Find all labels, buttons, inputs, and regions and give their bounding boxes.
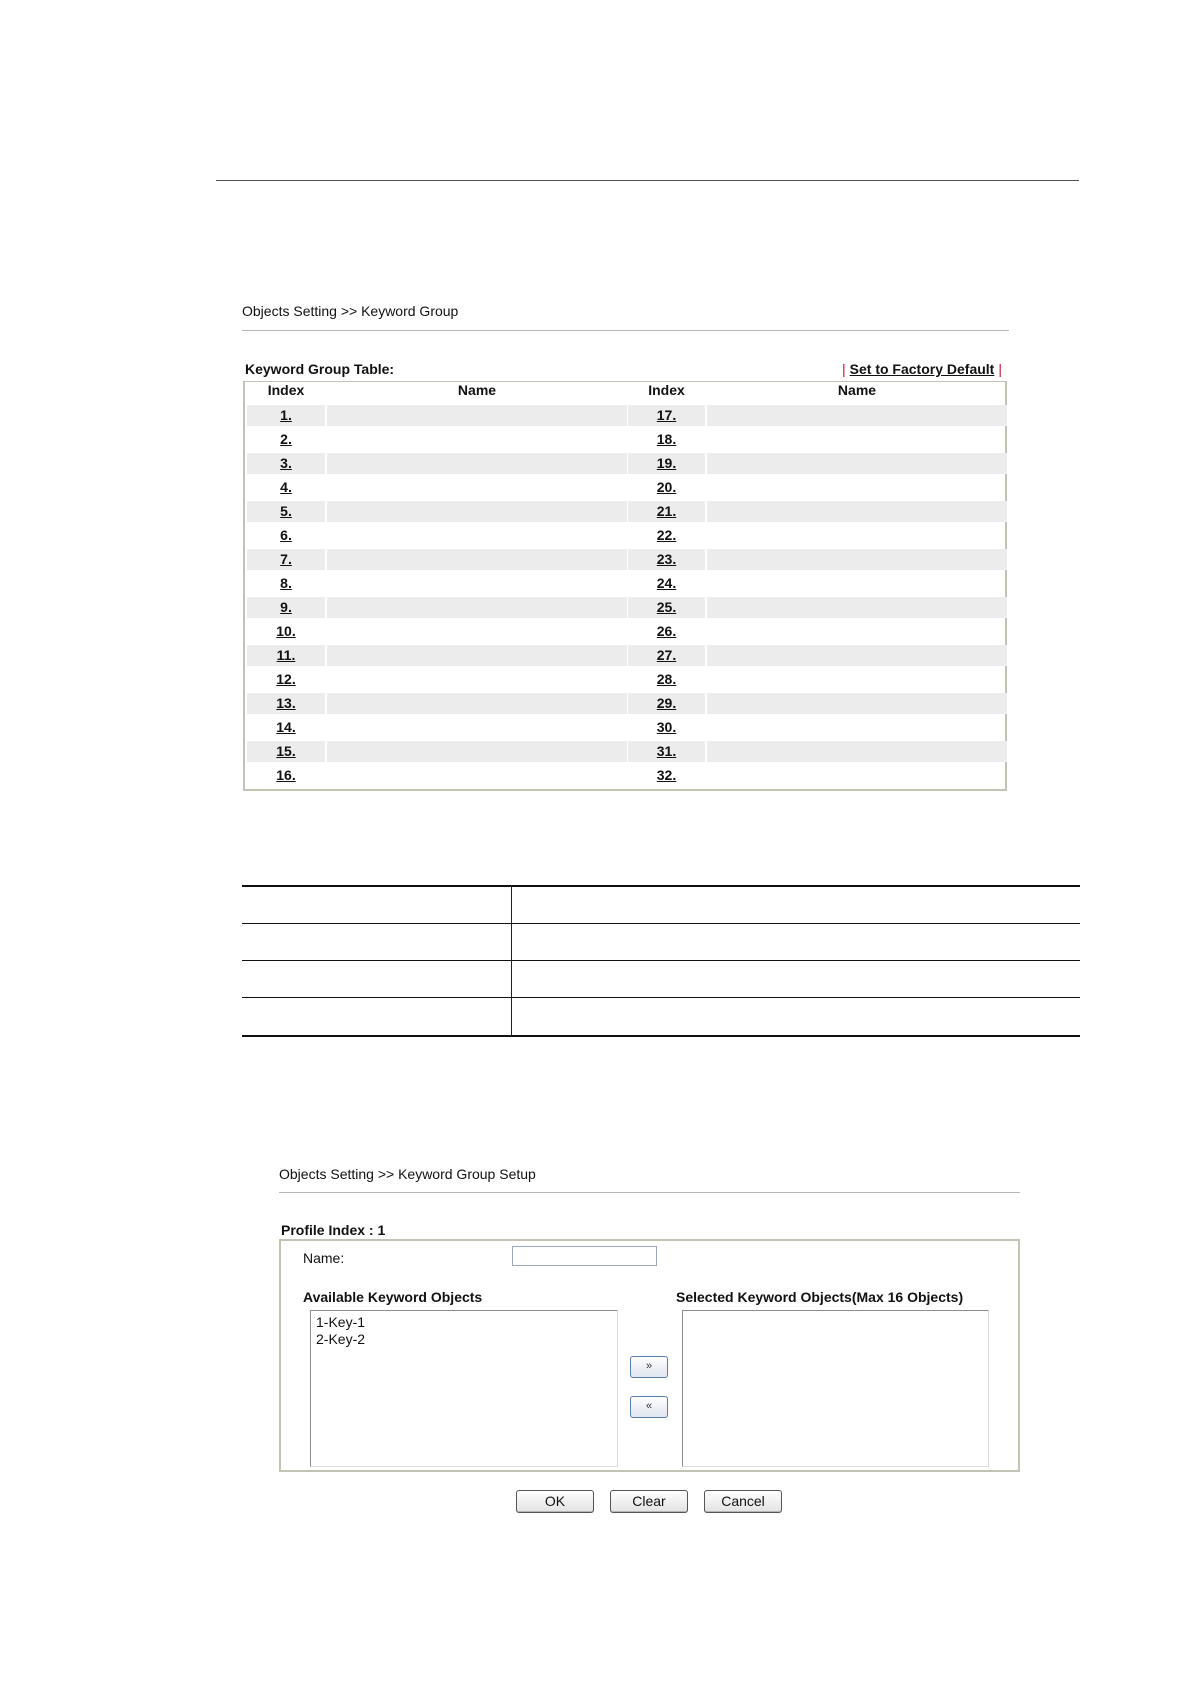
index-cell: [247, 597, 325, 618]
table-row: [247, 548, 1007, 570]
clear-button[interactable]: Clear: [610, 1490, 688, 1513]
name-cell: [327, 453, 627, 474]
name-cell: [707, 453, 1007, 474]
name-cell: [327, 477, 627, 498]
name-cell: [327, 429, 627, 450]
index-cell: [247, 669, 325, 690]
keyword-group-breadcrumb: Objects Setting >> Keyword Group: [242, 303, 459, 319]
index-link[interactable]: 21.: [656, 503, 677, 519]
index-link[interactable]: 20.: [656, 479, 677, 495]
name-cell: [327, 645, 627, 666]
table-row: [247, 500, 1007, 522]
list-item[interactable]: 2-Key-2: [316, 1331, 366, 1347]
table-row: [247, 452, 1007, 474]
selected-keyword-objects-label: Selected Keyword Objects(Max 16 Objects): [676, 1289, 964, 1305]
list-item[interactable]: 1-Key-1: [316, 1314, 366, 1330]
name-cell: [327, 765, 627, 786]
breadcrumb-divider: [279, 1192, 1020, 1193]
index-link[interactable]: 7.: [280, 551, 292, 567]
name-cell: [327, 717, 627, 738]
index-cell: [247, 453, 325, 474]
table-row: [247, 476, 1007, 498]
index-cell: [628, 405, 705, 426]
index-cell: [628, 621, 705, 642]
table-row: [247, 764, 1007, 786]
index-link[interactable]: 25.: [656, 599, 677, 615]
table-row-divider: [242, 960, 1080, 961]
index-link[interactable]: 8.: [280, 575, 292, 591]
index-cell: [628, 693, 705, 714]
index-link[interactable]: 18.: [656, 431, 677, 447]
index-link[interactable]: 24.: [656, 575, 677, 591]
index-cell: [628, 429, 705, 450]
profile-index-label: Profile Index : 1: [281, 1222, 386, 1238]
index-link[interactable]: 32.: [656, 767, 677, 783]
index-link[interactable]: 1.: [280, 407, 292, 423]
breadcrumb-divider: [242, 330, 1009, 331]
name-cell: [327, 597, 627, 618]
table-row: [247, 716, 1007, 738]
index-cell: [628, 453, 705, 474]
index-link[interactable]: 6.: [280, 527, 292, 543]
index-link[interactable]: 19.: [656, 455, 677, 471]
index-link[interactable]: 10.: [276, 623, 296, 639]
index-link[interactable]: 30.: [656, 719, 677, 735]
name-cell: [707, 573, 1007, 594]
page-top-rule: [216, 180, 1079, 181]
name-cell: [707, 597, 1007, 618]
index-cell: [247, 501, 325, 522]
index-link[interactable]: 15.: [276, 743, 296, 759]
name-cell: [327, 693, 627, 714]
available-keyword-objects-label: Available Keyword Objects: [303, 1289, 483, 1305]
table-row: [247, 644, 1007, 666]
index-link[interactable]: 28.: [656, 671, 677, 687]
index-cell: [247, 477, 325, 498]
index-cell: [628, 573, 705, 594]
factory-default-area: [838, 361, 1006, 377]
set-to-factory-default-link[interactable]: Set to Factory Default: [849, 361, 995, 377]
column-header-name-right: Name: [837, 382, 877, 398]
name-cell: [707, 693, 1007, 714]
index-link[interactable]: 13.: [276, 695, 296, 711]
index-cell: [247, 765, 325, 786]
table-row: [247, 404, 1007, 426]
table-bottom-border: [242, 1035, 1080, 1037]
keyword-group-table: [243, 381, 1007, 791]
index-cell: [247, 549, 325, 570]
index-link[interactable]: 29.: [656, 695, 677, 711]
index-link[interactable]: 12.: [276, 671, 296, 687]
index-cell: [628, 765, 705, 786]
index-cell: [247, 693, 325, 714]
column-header-name-left: Name: [457, 382, 497, 398]
name-cell: [707, 477, 1007, 498]
index-link[interactable]: 26.: [656, 623, 677, 639]
column-header-index-right: Index: [648, 382, 685, 398]
index-cell: [247, 405, 325, 426]
description-table: [242, 885, 1080, 1037]
index-cell: [628, 717, 705, 738]
name-cell: [707, 429, 1007, 450]
name-cell: [707, 621, 1007, 642]
cancel-button[interactable]: Cancel: [704, 1490, 782, 1513]
table-top-border: [242, 885, 1080, 887]
index-cell: [628, 549, 705, 570]
table-row: [247, 524, 1007, 546]
ok-button[interactable]: OK: [516, 1490, 594, 1513]
name-cell: [327, 573, 627, 594]
index-link[interactable]: 17.: [656, 407, 677, 423]
name-cell: [707, 501, 1007, 522]
table-row: [247, 692, 1007, 714]
index-link[interactable]: 22.: [656, 527, 677, 543]
index-cell: [247, 525, 325, 546]
index-link[interactable]: 2.: [280, 431, 292, 447]
name-cell: [707, 405, 1007, 426]
index-link[interactable]: 14.: [276, 719, 296, 735]
add-to-selected-button[interactable]: »: [630, 1356, 668, 1378]
index-cell: [247, 717, 325, 738]
index-cell: [247, 429, 325, 450]
name-cell: [707, 669, 1007, 690]
index-link[interactable]: 23.: [656, 551, 677, 567]
available-keyword-objects-list[interactable]: [310, 1310, 618, 1467]
index-link[interactable]: 5.: [280, 503, 292, 519]
selected-keyword-objects-list[interactable]: [682, 1310, 989, 1467]
index-cell: [628, 477, 705, 498]
name-cell: [327, 525, 627, 546]
table-row: [247, 596, 1007, 618]
name-cell: [707, 765, 1007, 786]
index-link[interactable]: 4.: [280, 479, 292, 495]
table-row: [247, 428, 1007, 450]
index-cell: [247, 645, 325, 666]
table-row: [247, 740, 1007, 762]
table-row: [247, 572, 1007, 594]
keyword-group-table-caption: Keyword Group Table:: [245, 361, 395, 377]
index-link[interactable]: 27.: [656, 647, 677, 663]
index-link[interactable]: 3.: [280, 455, 292, 471]
name-cell: [327, 549, 627, 570]
name-cell: [327, 741, 627, 762]
index-cell: [628, 741, 705, 762]
table-row-divider: [242, 997, 1080, 998]
index-link[interactable]: 9.: [280, 599, 292, 615]
column-header-index-left: Index: [267, 382, 305, 398]
name-cell: [327, 621, 627, 642]
index-link[interactable]: 31.: [656, 743, 677, 759]
index-cell: [247, 573, 325, 594]
name-cell: [327, 405, 627, 426]
table-row-divider: [242, 923, 1080, 924]
index-cell: [628, 645, 705, 666]
name-cell: [707, 525, 1007, 546]
separator: |: [998, 361, 1002, 377]
name-cell: [707, 645, 1007, 666]
name-label: Name:: [303, 1250, 345, 1266]
index-cell: [628, 525, 705, 546]
index-cell: [628, 501, 705, 522]
name-cell: [327, 669, 627, 690]
index-cell: [628, 597, 705, 618]
name-input[interactable]: [512, 1246, 657, 1266]
name-cell: [327, 501, 627, 522]
index-cell: [628, 669, 705, 690]
index-cell: [247, 741, 325, 762]
table-column-divider: [511, 885, 512, 1037]
separator: |: [842, 361, 846, 377]
name-cell: [707, 717, 1007, 738]
remove-from-selected-button[interactable]: «: [630, 1396, 668, 1418]
index-cell: [247, 621, 325, 642]
setup-breadcrumb: Objects Setting >> Keyword Group Setup: [279, 1166, 536, 1182]
name-cell: [707, 549, 1007, 570]
index-link[interactable]: 11.: [276, 647, 296, 663]
table-row: [247, 620, 1007, 642]
name-cell: [707, 741, 1007, 762]
table-row: [247, 668, 1007, 690]
index-link[interactable]: 16.: [276, 767, 296, 783]
